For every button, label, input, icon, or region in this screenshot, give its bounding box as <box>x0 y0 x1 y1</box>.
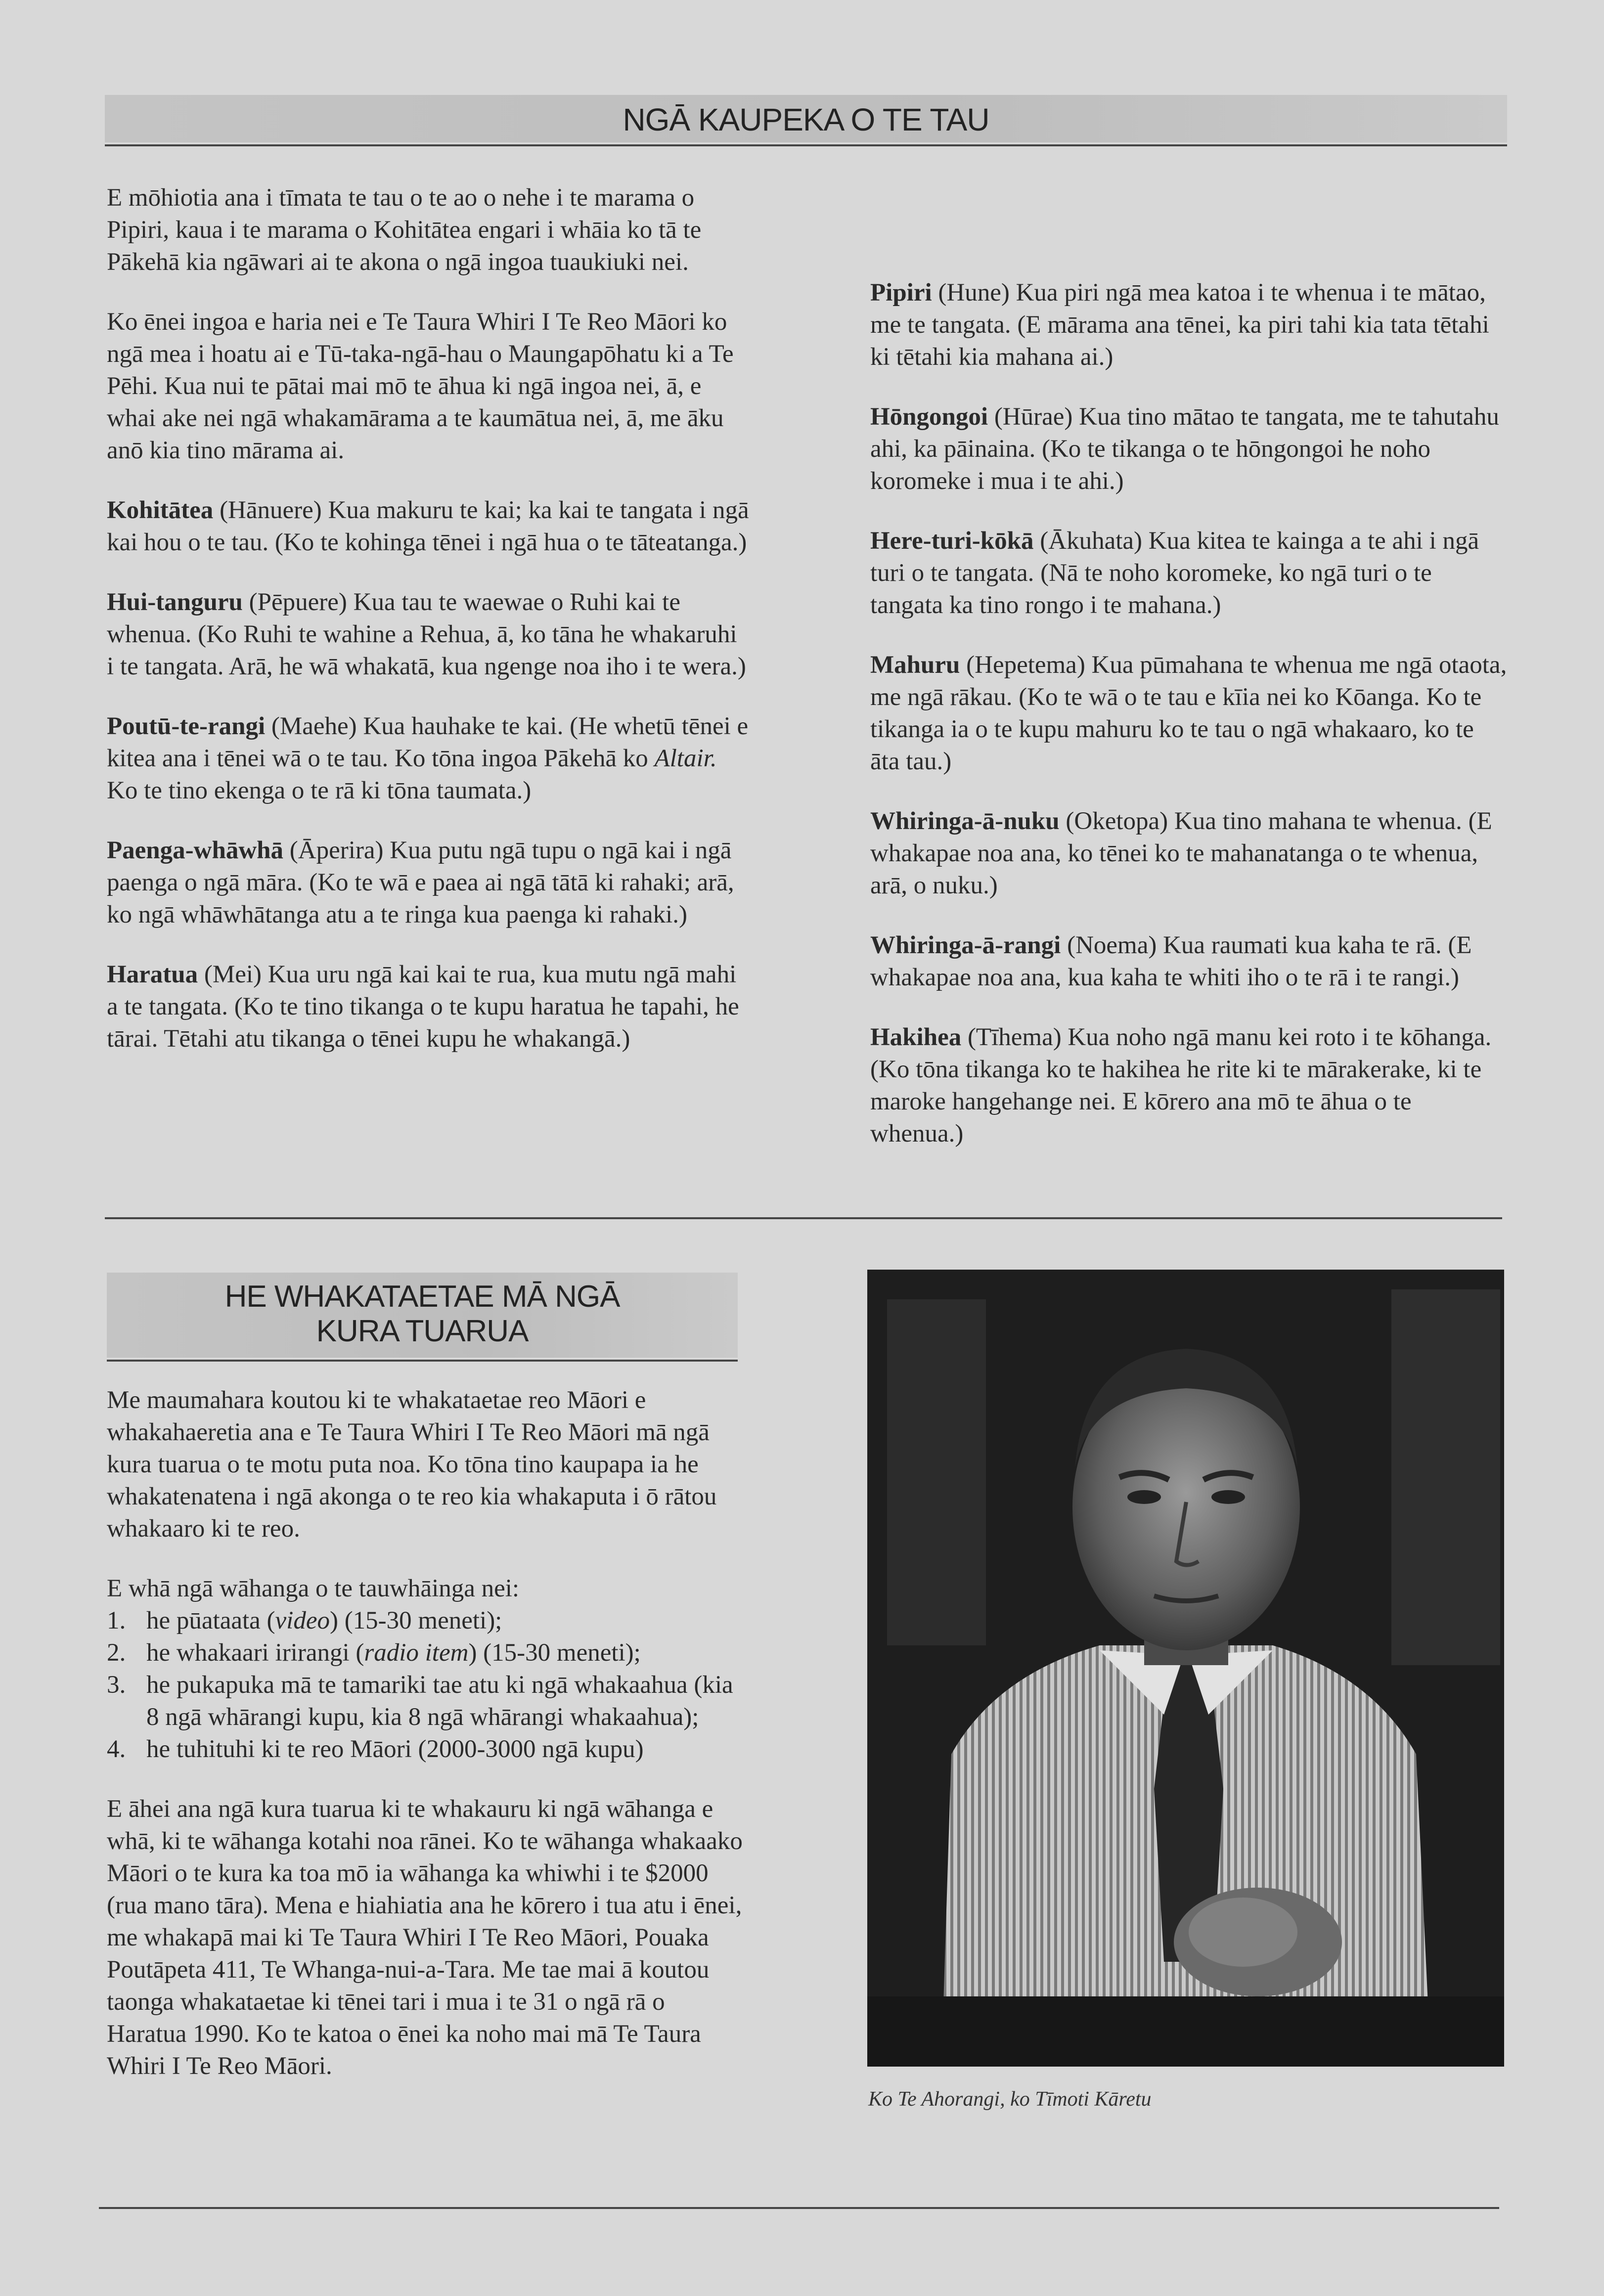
month-name: Kohitātea <box>107 496 214 524</box>
month-name: Pipiri <box>870 279 932 307</box>
month-name: Hōngongoi <box>870 403 988 431</box>
list-item <box>107 1637 750 1669</box>
whakataetae-column <box>107 1384 750 2082</box>
list-item <box>107 1605 750 1637</box>
section-divider <box>105 1217 1502 1219</box>
list-text: ) (15-30 meneti); <box>329 1607 502 1634</box>
list-intro: E whā ngā wāhanga o te tauwhāinga nei: <box>107 1575 520 1602</box>
competition-paragraph: E āhei ana ngā kura tuarua ki te whakauru ki ngā wāhanga e whā, ki te wāhanga kotahi noa rānei. Ko te wāhanga whakaako Māori o te kura ka toa mō ia wāhanga ka whiwhi i te $2000 (rua mano tāra). Mena e hiahiatia ana he kōrero i tua atu i ēnei, me whakapā mai ki Te Taura Whiri I Te Reo Māori, Pouaka Poutāpeta 411, Te Whanga-nui-a-Tara. Me tae mai ā koutou taonga whakataetae ki tēnei tari i mua i te 31 o ngā rā o Haratua 1990. Ko te katoa o ēnei ka noho mai mā Te Taura Whiri I Te Reo Māori. <box>107 1795 743 2080</box>
list-text: he pukapuka mā te tamariki tae atu ki ngā whakaahua (kia 8 ngā whārangi kupu, kia 8 ngā whārangi whakaahua); <box>146 1671 733 1731</box>
month-entry <box>107 710 750 807</box>
list-number: 4. <box>107 1735 126 1763</box>
month-description-italic: Altair. <box>654 745 717 772</box>
month-name: Here-turi-kōkā <box>870 527 1034 555</box>
competition-list <box>107 1573 750 1766</box>
heading-underline <box>107 1360 738 1362</box>
month-description: (Pēpuere) Kua tau te waewae o Ruhi kai te whenua. (Ko Ruhi te wahine a Rehua, ā, ko tāna he whakaruhi i te tangata. Arā, he wā whakatā, kua ngenge noa iho i te wera.) <box>107 588 746 680</box>
month-description: (Hūrae) Kua tino mātao te tangata, me te tahutahu ahi, ka pāinaina. (Ko te tikanga o te hōngongoi he noho koromeke i mua i te ahi.) <box>870 403 1499 495</box>
month-description: (Tīhema) Kua noho ngā manu kei roto i te kōhanga. (Ko tōna tikanga ko te hakihea he rite ki te mārakerake, ki te maroke hangehange nei. E kōrero ana mō te āhua o te whenua.) <box>870 1023 1492 1148</box>
month-description: (Āperira) Kua putu ngā tupu o ngā kai i ngā paenga o ngā māra. (Ko te wā e paea ai ngā tātā ki rahaki; arā, ko ngā whāwhātanga atu a te ringa kua paenga ki rahaki.) <box>107 837 734 928</box>
month-description: (Hānuere) Kua makuru te kai; ka kai te tangata i ngā kai hou o te tau. (Ko te kohinga tēnei i ngā hua o te tāteatanga.) <box>107 496 749 556</box>
month-entry <box>107 959 750 1055</box>
month-description: (Noema) Kua raumati kua kaha te rā. (E whakapae noa ana, kua kaha te whiti iho o te rā i te rangi.) <box>870 931 1472 991</box>
list-number: 3. <box>107 1671 126 1699</box>
heading-underline <box>105 144 1507 146</box>
intro-paragraph: Ko ēnei ingoa e haria nei e Te Taura Whiri I Te Reo Māori ko ngā mea i hoatu ai e Tū-taka-ngā-hau o Maungapōhatu ki a Te Pēhi. Kua nui te pātai mai mō te āhua ki ngā ingoa nei, ā, e whai ake nei ngā whakamārama a te kaumātua nei, ā, me āku anō kia tino mārama ai. <box>107 308 734 464</box>
month-description: (Hune) Kua piri ngā mea katoa i te whenua i te mātao, me te tangata. (E mārama ana tēnei, ka piri tahi kia tata tētahi ki tētahi kia mahana ai.) <box>870 279 1489 371</box>
list-text: he whakaari irirangi ( <box>146 1639 364 1667</box>
month-entry <box>870 929 1508 994</box>
month-entry <box>870 277 1508 373</box>
competition-paragraph: Me maumahara koutou ki te whakataetae reo Māori e whakahaeretia ana e Te Taura Whiri I Te Reo Māori mā ngā kura tuarua o te motu puta noa. Ko tōna tino kaupapa ia he whakatenatena i ngā akonga o te reo kia whakaputa i ō rātou whakaaro ki te reo. <box>107 1386 717 1543</box>
month-entry <box>107 494 750 559</box>
month-description: (Maehe) Kua hauhake te kai. (He whetū tēnei e kitea ana i tēnei wā o te tau. Ko tōna ingoa Pākehā ko <box>107 712 749 772</box>
month-name: Whiringa-ā-rangi <box>870 931 1061 959</box>
list-text: ) (15-30 meneti); <box>468 1639 641 1667</box>
section-heading-text: NGĀ KAUPEKA O TE TAU <box>623 102 989 137</box>
section-heading-line: KURA TUARUA <box>316 1314 529 1348</box>
month-entry <box>107 586 750 683</box>
month-entry <box>107 835 750 931</box>
list-text: he pūataata ( <box>146 1607 275 1634</box>
portrait-illustration <box>867 1270 1504 2067</box>
month-name: Haratua <box>107 961 198 988</box>
section-heading-whakataetae <box>107 1273 738 1358</box>
portrait-photo <box>867 1270 1504 2067</box>
month-name: Mahuru <box>870 651 960 679</box>
month-description: Ko te tino ekenga o te rā ki tōna taumata.) <box>107 777 532 804</box>
month-name: Hui-tanguru <box>107 588 243 616</box>
bottom-rule <box>99 2207 1499 2209</box>
month-name: Whiringa-ā-nuku <box>870 807 1060 835</box>
list-item <box>107 1733 750 1766</box>
photo-caption: Ko Te Ahorangi, ko Tīmoti Kāretu <box>868 2088 1152 2111</box>
month-entry <box>870 525 1508 621</box>
month-description: (Ākuhata) Kua kitea te kainga a te ahi i ngā turi o te tangata. (Nā te noho koromeke, ko ngā turi o te tangata ka tino rongo i te mahana.) <box>870 527 1479 619</box>
kaupeka-left-column <box>107 182 750 1055</box>
month-name: Hakihea <box>870 1023 962 1051</box>
list-text-italic: radio item <box>364 1639 469 1667</box>
section-heading-kaupeka <box>105 95 1507 142</box>
list-item <box>107 1669 750 1733</box>
month-entry <box>870 649 1508 778</box>
list-number: 1. <box>107 1607 126 1634</box>
month-entry <box>870 1021 1508 1150</box>
intro-paragraph: E mōhiotia ana i tīmata te tau o te ao o nehe i te marama o Pipiri, kaua i te marama o Kohitātea engari i whāia ko tā te Pākehā kia ngāwari ai te akona o ngā ingoa tuaukiuki nei. <box>107 184 702 276</box>
month-description: (Oketopa) Kua tino mahana te whenua. (E whakapae noa ana, ko tēnei ko te mahanatanga o te whenua, arā, o nuku.) <box>870 807 1492 899</box>
month-entry <box>870 401 1508 497</box>
month-entry <box>870 805 1508 902</box>
section-heading-line: HE WHAKATAETAE MĀ NGĀ <box>224 1280 620 1314</box>
month-description: (Mei) Kua uru ngā kai kai te rua, kua mutu ngā mahi a te tangata. (Ko te tino tikanga o te kupu haratua he tapahi, he tārai. Tētahi atu tikanga o tēnei kupu he whakangā.) <box>107 961 739 1053</box>
list-text-italic: video <box>275 1607 330 1634</box>
month-name: Paenga-whāwhā <box>107 837 284 864</box>
list-number: 2. <box>107 1639 126 1667</box>
kaupeka-right-column <box>870 277 1508 1150</box>
list-text: he tuhituhi ki te reo Māori (2000-3000 ngā kupu) <box>146 1735 644 1763</box>
month-name: Poutū-te-rangi <box>107 712 266 740</box>
month-description: (Hepetema) Kua pūmahana te whenua me ngā otaota, me ngā rākau. (Ko te wā o te tau e kīia nei ko Kōanga. Ko te tikanga ia o te kupu mahuru ko te tau o ngā whakaaro, ko te āta tau.) <box>870 651 1507 775</box>
